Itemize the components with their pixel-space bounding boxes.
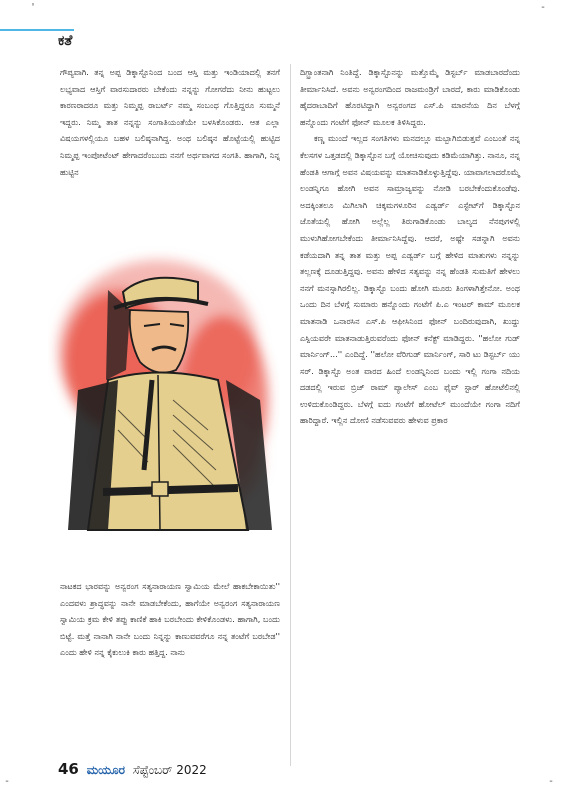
article-column-left-top: [60, 64, 280, 180]
column-divider: [290, 64, 291, 766]
magazine-name: ಮಯೂರ: [86, 763, 125, 777]
corner-mark: ': [30, 2, 37, 13]
corner-mark: -: [548, 776, 555, 787]
section-accent-bar: [0, 29, 74, 31]
page-number: 46: [58, 760, 79, 778]
article-column-left-bottom: [60, 578, 280, 661]
policeman-illustration: [48, 230, 280, 558]
paragraph: ಕಣ್ಣ ಮುಂದೆ ಇಲ್ಲದ ಸಂಗತಿಗಳು ಮನದಲ್ಲೂ ಮಬ್ಬಾಗಿಬಿಡುತ್ತವೆ ಎಂಬಂತೆ ನನ್ನ ಕೆಲಸಗಳ ಒತ್ತಡದಲ್ಲಿ ಡಿಕ್ಕಾಸ್ಟೊನ ಬಗ್ಗೆ ಯೋಚಿಸುವುದು ಕಡಿಮೆಯಾಗಿತ್ತು. ನಾನೂ, ನನ್ನ ಹೆಂಡತಿ ಆಗಾಗ್ಗೆ ಅವನ ವಿಷಯವನ್ನು ಮಾತನಾಡಿಕೊಳ್ಳುತ್ತಿದ್ದೆವು. ಯಾವಾಗಲಾದರೊಮ್ಮೆ ಲಂಡನ್ನಿಗೂ ಹೋಗಿ ಅವನ ಸಾಮ್ರಾಜ್ಯವನ್ನು ನೋಡಿ ಬರಬೇಕೆಂದುಕೊಂಡೆವು. ಅದಕ್ಕಿಂತಲೂ ಮಿಗಿಲಾಗಿ ಚಿಕ್ಕಮಗಳೂರಿನ ಎಡ್ವರ್ಡ್ ಎಸ್ಟೇಟ್‌ಗೆ ಡಿಕ್ಕಾಸ್ಟೊನ ಜೊತೆಯಲ್ಲಿ ಹೋಗಿ ಅಲ್ಲೆಲ್ಲ ತಿರುಗಾಡಿಕೊಂಡು ಬಾಲ್ಯದ ನೆನಪುಗಳಲ್ಲಿ ಮುಳುಗಿಹೋಗಬೇಕೆಂದು ತೀರ್ಮಾನಿಸಿದ್ದೆವು. ಆದರೆ, ಅಷ್ಟೇ ಸಡನ್ನಾಗಿ ಅವನು ಕಡೆಯದಾಗಿ ತನ್ನ ತಾತ ಮತ್ತು ಅಪ್ಪ ಎಡ್ವರ್ಡ್ ಬಗ್ಗೆ ಹೇಳಿದ ಮಾತುಗಳು ನನ್ನನ್ನು ತಲ್ಲಣಕ್ಕೆ ದೂಡುತ್ತಿದ್ದವು. ಅವನು ಹೇಳಿದ ಸತ್ಯವನ್ನು ನನ್ನ ಹೆಂಡತಿ ಸುಮತಿಗೆ ಹೇಳಲು ನನಗೆ ಮನಸ್ಸಾಗಿರಲಿಲ್ಲ. ಡಿಕ್ಕಾಸ್ಟೊ ಬಂದು ಹೋಗಿ ಮೂರು ತಿಂಗಳಾಗಿತ್ತೇನೋ. ಅಂಥ ಒಂದು ದಿನ ಬೆಳಗ್ಗೆ ಸುಮಾರು ಹನ್ನೊಂದು ಗಂಟೆಗೆ ಪಿ.ಎ ಇಂಟರ್ ಕಾಮ್ ಮೂಲಕ ಮಾತನಾಡಿ ಒನಾರಸಿನ ಎಸ್.ಪಿ ಆಫೀಸಿನಿಂದ ಫೋನ್ ಬಂದಿರುವುದಾಗಿ, ಖುದ್ದು ಎಸ್ಪಿಯವರೇ ಮಾತನಾಡುತ್ತಿರುವರೆಂದು ಫೋನ್ ಕನೆಕ್ಟ್ ಮಾಡಿದ್ದರು. ''ಹಲೋ ಗುಡ್ ಮಾರ್ನಿಂಗ್...'' ಎಂದಿದ್ದೆ. ''ಹಲೋ ವೆರಿಗುಡ್ ಮಾರ್ನಿಂಗ್, ಸಾರಿ ಟು ಡಿಸ್ಟರ್ಬ್ ಯು ಸರ್. ಡಿಕ್ಕಾಸ್ಟೊ ಅಂತ ವಾರದ ಹಿಂದೆ ಲಂಡನ್ನಿನಿಂದ ಬಂದು ಇಲ್ಲಿ ಗಂಗಾ ನದಿಯ ದಡದಲ್ಲಿ ಇರುವ ಬ್ರಿಜ್ ರಾಮ್ ಪ್ಯಾಲೇಸ್ ಎಂಬ ಫೈವ್ ಸ್ಟಾರ್ ಹೋಟೆಲಿನಲ್ಲಿ ಉಳಿದುಕೊಂಡಿದ್ದರು. ಬೆಳಗ್ಗೆ ಐದು ಗಂಟೆಗೆ ಹೋಟೆಲ್ ಮುಂದೆಯೇ ಗಂಗಾ ನದಿಗೆ ಹಾರಿದ್ದಾರೆ. ಇಲ್ಲಿನ ದೋಣಿ ನಡೆಸುವವರು ಹೇಳುವ ಪ್ರಕಾರ: [300, 133, 520, 426]
issue-date: ಸೆಪ್ಟೆಂಬರ್ 2022: [132, 763, 207, 777]
paragraph: ದಿಗ್ಭ್ರಾಂತನಾಗಿ ನಿಂತಿದ್ದೆ. ಡಿಕ್ಕಾಸ್ಟೊನನ್ನು ಮತ್ತೊಮ್ಮೆ ಡಿಸ್ಟರ್ಬ್ ಮಾಡಬಾರದೆಂದು ತೀರ್ಮಾನಿಸಿದೆ. ಅವನು ಅನ್ವರಂಗದಿಂದ ರಾಜಮಂಡ್ರಿಗೆ ಬಾರದೆ, ಕಾರು ಮಾಡಿಕೊಂಡು ಹೈದರಾಬಾದಿಗೆ ಹೊರಟಿದ್ದಾಗಿ ಅನ್ವರಂಗದ ಎಸ್.ಪಿ ಮಾರನೆಯ ದಿನ ಬೆಳಗ್ಗೆ ಹನ್ನೊಂದು ಗಂಟೆಗೆ ಫೋನ್ ಮೂಲಕ ತಿಳಿಸಿದ್ದರು.: [300, 67, 520, 127]
section-title: ಕತೆ: [58, 33, 73, 49]
corner-mark: -: [540, 2, 547, 13]
paragraph: ನಾಟಕದ ಭಾರವನ್ನು ಅನ್ವರಂಗ ಸತ್ಯನಾರಾಯಣ ಸ್ವಾಮಿಯ ಮೇಲೆ ಹಾಕಬೇಕಾಯಿತು'' ಎಂದವಳು ಶ್ರಾದ್ಧವನ್ನು ನಾನೇ ಮಾಡಬೇಕೆಂದು, ಹಾಗೆಯೇ ಅನ್ವರಂಗ ಸತ್ಯನಾರಾಯಣ ಸ್ವಾಮಿಯ ಕ್ರಮ ಕೇಳಿ ತಪ್ಪು ಕಾಣಿಕೆ ಹಾಕಿ ಬರಬೇಂದು ಕೇಳಿಕೊಂಡಳು. ಹಾಗಾಗಿ, ಬಂದು ಬಿಟ್ಟೆ. ಮತ್ತೆ ನಾನಾಗಿ ನಾನೇ ಬಂದು ನಿನ್ನನ್ನು ಕಾಣುವವರೆಗೂ ನನ್ನ ತಂಟೆಗೆ ಬರಬೇಡ'' ಎಂದು ಹೇಳಿ ನನ್ನ ಕೈಕುಲುಕಿ ಕಾರು ಹತ್ತಿದ್ದ. ನಾನು: [60, 581, 280, 658]
paragraph: ಗೌಪ್ಯವಾಗಿ. ತನ್ನ ಅಪ್ಪ ಡಿಕ್ಕಾಸ್ಟೊನಿಂದ ಬಂದ ಆಸ್ತಿ ಮತ್ತು ಇಂಡಿಯಾದಲ್ಲಿ ತನಗೆ ಲಭ್ಯವಾದ ಆಸ್ತಿಗೆ ವಾರಸುದಾರರು ಬೇಕೆಂದು ನನ್ನನ್ನು ಗೋಗರೆದು ನೀನು ಹುಟ್ಟಲು ಕಾರಣರಾದರೂ ಮತ್ತು ನಿಮ್ಮಪ್ಪ ರಾಬರ್ಟ್ ನಮ್ಮ ಸಂಬಂಧ ಗೊತ್ತಿದ್ದರೂ ಸುಮ್ಮನೆ ಇದ್ದರು. ನಿಮ್ಮ ತಾತ ನನ್ನನ್ನು ಸಂಗಾತಿಯಂತೆಯೇ ಬಳಸಿಕೊಂಡರು. ಆತ ಎಲ್ಲಾ ವಿಷಯಗಳಲ್ಲಿಯೂ ಬಹಳ ಬಲಿಷ್ಠನಾಗಿದ್ದ. ಅಂಥ ಬಲಿಷ್ಠನ ಹೊಟ್ಟೆಯಲ್ಲಿ ಹುಟ್ಟಿದ ನಿಮ್ಮಪ್ಪ ಇಂಪೋಟೆಂಟ್ ಹೇಗಾದರೆಂಬುದು ನನಗೆ ಅರ್ಥವಾಗದ ಸಂಗತಿ. ಹಾಗಾಗಿ, ನಿನ್ನ ಹುಟ್ಟಿನ: [60, 67, 280, 177]
corner-mark: -: [4, 776, 11, 787]
article-column-right: [300, 64, 520, 429]
page-footer: [58, 760, 207, 778]
